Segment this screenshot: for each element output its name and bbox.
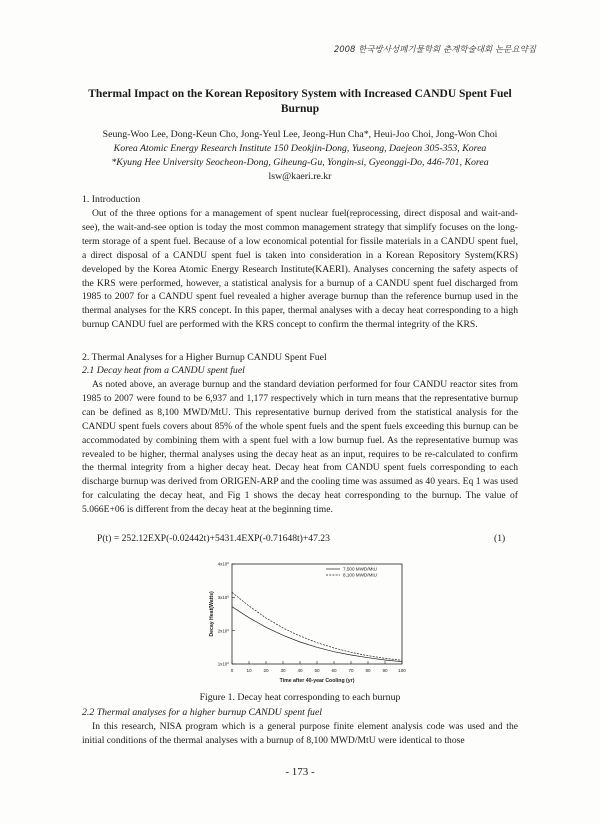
equation: P(t) = 252.12EXP(-0.02442t)+5431.4EXP(-0.71648t)+47.23 [97, 533, 330, 544]
x-tick-label: 0 [230, 668, 234, 673]
paper-title [70, 87, 530, 117]
authors: Seung-Woo Lee, Dong-Keun Cho, Jong-Yeul Lee, Jeong-Hun Cha*, Heui-Joo Choi, Jong-Won Choi [102, 129, 498, 140]
x-tick-label: 30 [280, 668, 286, 673]
affiliation-1: Korea Atomic Energy Research Institute 150 Deokjin-Dong, Yuseong, Daejeon 305-353, Korea [113, 143, 487, 154]
x-tick-label: 80 [365, 668, 371, 673]
x-tick-label: 100 [398, 668, 406, 673]
x-tick-label: 20 [263, 668, 269, 673]
section-heading-thermal-analyses: 2. Thermal Analyses for a Higher Burnup CANDU Spent Fuel [82, 352, 327, 363]
x-tick-label: 50 [314, 668, 320, 673]
x-tick-label: 40 [297, 668, 303, 673]
x-tick-label: 90 [382, 668, 388, 673]
x-tick-label: 10 [246, 668, 252, 673]
legend-label-1: 8,100 MWD/MtU [343, 572, 377, 578]
equation-number: (1) [494, 533, 506, 544]
y-axis-label: Decay Heat(Watts) [209, 591, 215, 637]
title-line-1: Thermal Impact on the Korean Repository System with Increased CANDU Spent Fuel [88, 88, 512, 100]
subsection-heading-decay-heat: 2.1 Decay heat from a CANDU spent fuel [82, 365, 245, 376]
affiliation-2: *Kyung Hee University Seocheon-Dong, Giheung-Gu, Yongin-si, Gyeonggi-Do, 446-701, Korea [111, 157, 489, 168]
x-axis-label: Time after 40-year Cooling (yr) [279, 678, 355, 684]
decay-heat-paragraph: As noted above, an average burnup and the standard deviation performed for four CANDU reactor sites from 1985 to 2007 were found to be 6,937 and 1,177 respectively which in turn means that the representative burnup can be defined as 8,100 MWD/MtU. This representative burnup derived from the statistical analysis for the CANDU spent fuels covers about 85% of the whole spent fuels and the spent fuels exceeding this burnup can be accommodated by combining them with a spent fuel with a low burnup fuel. As the representative burnup was revealed to be higher, thermal analyses using the decay heat as an input, requires to be re-calculated to confirm the thermal integrity from a higher decay heat. Decay heat from CANDU spent fuels corresponding to each discharge burnup was derived from ORIGEN-ARP and the cooling time was assumed as 40 years. Eq 1 was used for calculating the decay heat, and Fig 1 shows the decay heat corresponding to the burnup. The value of 5.066E+06 is different from the decay heat at the beginning time. [82, 379, 518, 516]
y-tick-label: 2x10⁰ [217, 628, 229, 634]
author-email: lsw@kaeri.re.kr [268, 171, 332, 182]
x-tick-label: 60 [331, 668, 337, 673]
figure-caption: Figure 1. Decay heat corresponding to each burnup [199, 692, 401, 703]
subsection-heading-thermal-analyses: 2.2 Thermal analyses for a higher burnup CANDU spent fuel [82, 707, 323, 718]
x-tick-label: 70 [348, 668, 354, 673]
chart-frame [232, 564, 402, 664]
title-line-2: Burnup [280, 103, 320, 115]
running-header: 2008 한국방사성폐기물학회 춘계학술대회 논문요약집 [333, 45, 536, 55]
y-tick-label: 3x10⁰ [217, 594, 229, 600]
y-tick-label: 1x10⁰ [217, 661, 229, 667]
decay-heat-chart [170, 556, 430, 686]
section-heading-introduction: 1. Introduction [82, 194, 141, 205]
page-number: - 173 - [285, 766, 315, 778]
introduction-paragraph: Out of the three options for a management of spent nuclear fuel(reprocessing, direct disposal and wait-and-see), the wait-and-see option is today the most common management strategy that simplify focuses on the long-term storage of a spent fuel. Because of a low economical potential for fissile materials in a CANDU spent fuel, a direct disposal of a CANDU spent fuel is taken into consideration in a Korean Repository System(KRS) developed by the Korea Atomic Energy Research Institute(KAERI). Analyses concerning the safety aspects of the KRS were performed, however, a statistical analysis for a burnup of a CANDU spent fuel discharged from 1985 to 2007 for a CANDU spent fuel revealed a higher average burnup than the reference burnup used in the thermal analyses for the KRS concept. In this paper, thermal analyses with a decay heat corresponding to a high burnup CANDU fuel are performed with the KRS concept to confirm the thermal integrity of the KRS. [82, 208, 518, 331]
chart-plot [209, 562, 406, 684]
y-tick-label: 4x10⁰ [217, 561, 229, 567]
series-line-1 [232, 592, 402, 660]
thermal-analyses-paragraph: In this research, NISA program which is a general purpose finite element analysis code was used and the initial conditions of the thermal analyses with a burnup of 8,100 MWD/MtU were identical to those [82, 721, 518, 746]
legend-label-0: 7,500 MWD/MtU [343, 566, 377, 572]
series-line-0 [232, 607, 402, 662]
